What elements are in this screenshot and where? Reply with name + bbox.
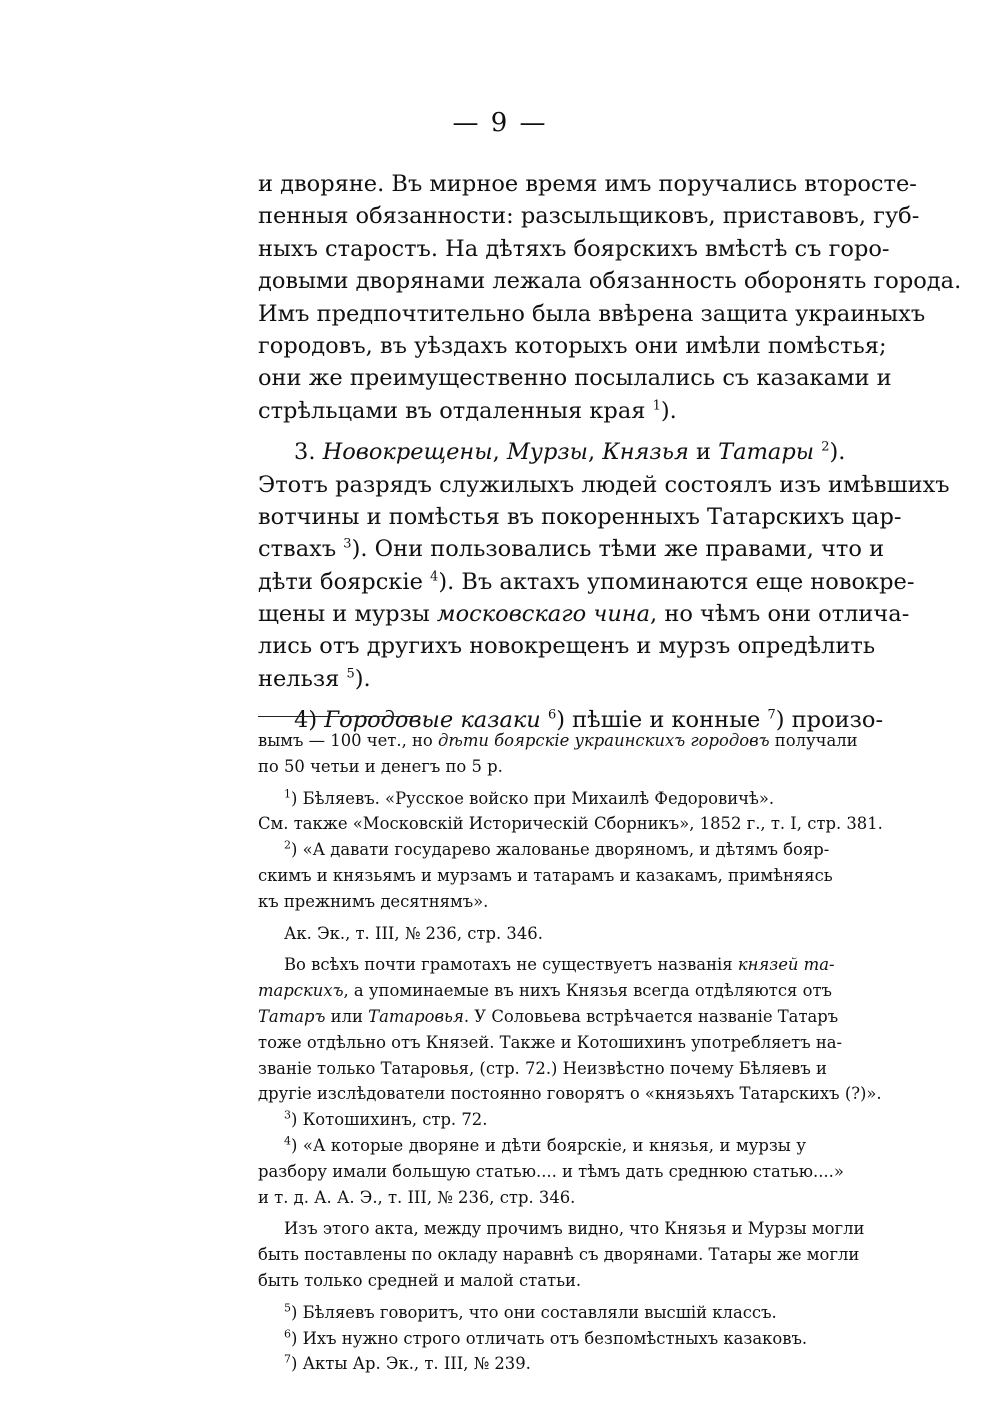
text-line: ныхъ старостъ. На дѣтяхъ боярскихъ вмѣстѣ съ горо- [258, 235, 890, 262]
footnote-2-reference: Ак. Эк., т. III, № 236, стр. 346. [284, 923, 543, 943]
footnote-3: $^3$) Котошихинъ, стр. 72. [284, 1108, 488, 1130]
footnote-5: $^5$) Бѣляевъ говоритъ, что они составляли высшій классъ. [284, 1301, 777, 1322]
text-line: Имъ предпочтительно была ввѣрена защита украиныхъ [258, 300, 926, 327]
footnote-line: быть только средней и малой статьи. [258, 1270, 582, 1290]
text-line: стрѣльцами въ отдаленныя края $^1$). [258, 397, 677, 424]
footnote-line: Изъ этого акта, между прочимъ видно, что Князья и Мурзы могли [284, 1219, 865, 1239]
text-line: ствахъ $^3$). Они пользовались тѣми же правами, что и [258, 536, 885, 563]
footnote-ref: 4 [430, 569, 439, 585]
footnote-ref: 2 [821, 439, 830, 455]
footnote-line: тарскихъ, а упоминаемые въ нихъ Князья всегда отдѣляются отъ [258, 981, 832, 1001]
text-line: дѣти боярскіе $^4$). Въ актахъ упоминаются еще новокре- [258, 568, 915, 595]
footnote-1: $^1$) Бѣляевъ. «Русское войско при Михаилѣ Федоровичѣ». [284, 787, 775, 808]
footnote-6: $^6$) Ихъ нужно строго отличать отъ безпомѣстныхъ казаковъ. [284, 1327, 808, 1348]
text-line: лись отъ другихъ новокрещенъ и мурзъ опредѣлить [258, 633, 876, 660]
footnote-line: разбору имали большую статью.... и тѣмъ дать среднюю статью....» [258, 1161, 844, 1181]
footnote-ref: 6 [547, 707, 557, 723]
text-line: щены и мурзы московскаго чина, но чѣмъ они отлича- [258, 601, 910, 628]
footnote-line: Татаръ или Татаровья. У Соловьева встрѣчается названіе Татаръ [258, 1006, 839, 1026]
footnote-line: скимъ и князьямъ и мурзамъ и татарамъ и казакамъ, примѣняясь [258, 865, 833, 885]
text-line: нельзя $^5$). [258, 665, 371, 692]
footnote-ref: 3 [343, 536, 352, 552]
footnote-line: и т. д. А. А. Э., т. III, № 236, стр. 346. [258, 1187, 576, 1207]
footnote-line: Во всѣхъ почти грамотахъ не существуетъ названія князей та- [284, 955, 835, 975]
text-line: пенныя обязанности: разсыльщиковъ, приставовъ, губ- [258, 203, 920, 230]
footnote-continuation: по 50 четьи и денегъ по 5 р. [258, 756, 503, 776]
footnote-ref: 1 [652, 398, 661, 414]
footnote-line: быть поставлены по окладу наравнѣ съ дворянами. Татары же могли [258, 1245, 860, 1265]
main-text [258, 168, 962, 737]
footnote-ref: 5 [346, 666, 355, 682]
text-line: они же преимущественно посылались съ казаками и [258, 365, 892, 392]
footnote-line: тоже отдѣльно отъ Князей. Также и Котошихинъ употребляетъ на- [258, 1032, 843, 1052]
footnote-7: $^7$) Акты Ар. Эк., т. III, № 239. [284, 1352, 531, 1374]
footnote-2: $^2$) «А давати государево жалованье дворяномъ, и дѣтямъ бояр- [284, 838, 830, 860]
page-number: — 9 — [452, 108, 548, 138]
footnote-continuation: вымъ — 100 чет., но дѣти боярскіе украинскихъ городовъ получали [258, 731, 858, 750]
footnote-1-see-also: См. также «Московскій Историческій Сборникъ», 1852 г., т. I, стр. 381. [258, 814, 883, 834]
footnote-line: къ прежнимъ десятнямъ». [258, 891, 489, 911]
section-3-heading: 3. Новокрещены, Мурзы, Князья и Татары $^2$). [294, 439, 846, 466]
text-line: городовъ, въ уѣздахъ которыхъ они имѣли помѣстья; [258, 332, 887, 359]
section-4-heading: 4) Городовые казаки $^6$) пѣшіе и конные $^7$) произо- [294, 707, 884, 734]
footnote-ref: 7 [767, 707, 776, 723]
text-line: довыми дворянами лежала обязанность оборонять города. [258, 268, 962, 295]
footnote-line: званіе только Татаровья, (стр. 72.) Неизвѣстно почему Бѣляевъ и [258, 1058, 827, 1078]
footnotes [258, 728, 883, 1377]
footnote-line: другіе изслѣдователи постоянно говорятъ о «князьяхъ Татарскихъ (?)». [258, 1084, 882, 1104]
footnote-divider [258, 716, 420, 717]
footnote-4: $^4$) «А которые дворяне и дѣти боярскіе, и князья, и мурзы у [284, 1134, 806, 1155]
text-line: вотчины и помѣстья въ покоренныхъ Татарскихъ цар- [258, 503, 902, 530]
text-line: Этотъ разрядъ служилыхъ людей состоялъ изъ имѣвшихъ [258, 471, 950, 498]
text-line: и дворяне. Въ мирное время имъ поручались второсте- [258, 171, 917, 197]
